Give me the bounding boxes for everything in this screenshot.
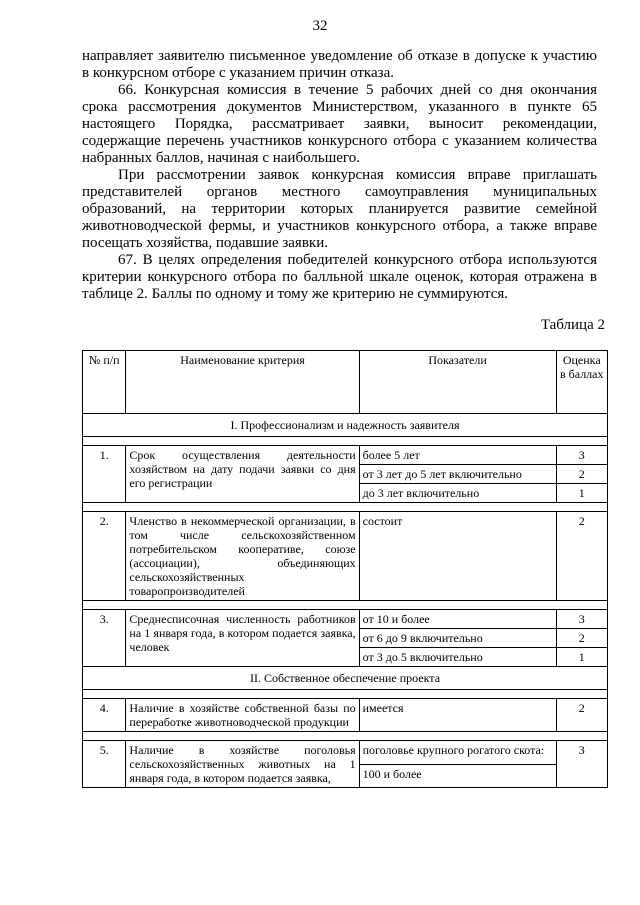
row-num: 2.: [83, 512, 126, 601]
section-title: II. Собственное обеспечение проекта: [83, 667, 608, 690]
row-num: 4.: [83, 699, 126, 732]
row-num: 3.: [83, 610, 126, 667]
score: 2: [556, 465, 608, 484]
score: 2: [556, 699, 608, 732]
criterion-name: Наличие в хозяйстве собственной базы по переработке животноводческой продукции: [126, 699, 359, 732]
indicator: поголовье крупного рогатого скота:: [359, 741, 556, 765]
row-gap: [83, 437, 608, 446]
paragraph: направляет заявителю письменное уведомление об отказе в допуске к участию в конкурсном отборе с указанием причин отказа.: [82, 48, 597, 81]
criterion-name: Членство в некоммерческой организации, в том числе сельскохозяйственном потребительском кооперативе, союзе (ассоциации), объединяющих сельскохозяйственных товаропроизводителей: [126, 512, 359, 601]
indicator: от 6 до 9 включительно: [359, 629, 556, 648]
section-row: [83, 414, 608, 437]
criterion-name: Наличие в хозяйстве поголовья сельскохозяйственных животных на 1 января года, в котором подается заявка,: [126, 741, 359, 788]
body-text: [82, 48, 597, 303]
header-indicators: Показатели: [359, 351, 556, 414]
paragraph: 66. Конкурсная комиссия в течение 5 рабочих дней со дня окончания срока рассмотрения документов Министерством, указанного в пункте 65 настоящего Порядка, рассматривает заявки, выносит рекомендации, содержащие перечень участников конкурсного отбора с указанием количества набранных баллов, начиная с наибольшего.: [82, 82, 597, 166]
indicator: от 10 и более: [359, 610, 556, 629]
indicator: имеется: [359, 699, 556, 732]
table-row: [83, 699, 608, 732]
table-caption: Таблица 2: [540, 317, 605, 333]
criterion-name: Среднесписочная численность работников на 1 января года, в котором подается заявка, человек: [126, 610, 359, 667]
section-row: [83, 667, 608, 690]
indicator: более 5 лет: [359, 446, 556, 465]
criteria-table: [82, 350, 608, 788]
score: 3: [556, 446, 608, 465]
score: 2: [556, 629, 608, 648]
paragraph: 67. В целях определения победителей конкурсного отбора используются критерии конкурсного отбора по балльной шкале оценок, которая отражена в таблице 2. Баллы по одному и тому же критерию не суммируются.: [82, 252, 597, 302]
table-row: [83, 446, 608, 465]
score: 3: [556, 610, 608, 629]
row-gap: [83, 690, 608, 699]
indicator: состоит: [359, 512, 556, 601]
row-gap: [83, 601, 608, 610]
header-num: № п/п: [83, 351, 126, 414]
indicator: от 3 до 5 включительно: [359, 648, 556, 667]
row-num: 1.: [83, 446, 126, 503]
table-row: [83, 512, 608, 601]
header-score: Оценка в баллах: [556, 351, 608, 414]
score: 2: [556, 512, 608, 601]
score: 1: [556, 484, 608, 503]
score: 1: [556, 648, 608, 667]
paragraph: При рассмотрении заявок конкурсная комиссия вправе приглашать представителей органов местного самоуправления муниципальных образований, на территории которых планируется развитие семейной животноводческой фермы, и участников конкурсного отбора, а также вправе посещать хозяйства, подавшие заявки.: [82, 167, 597, 251]
row-num: 5.: [83, 741, 126, 788]
score: 3: [556, 741, 608, 788]
indicator: от 3 лет до 5 лет включительно: [359, 465, 556, 484]
row-gap: [83, 732, 608, 741]
header-name: Наименование критерия: [126, 351, 359, 414]
table-header-row: [83, 351, 608, 414]
criterion-name: Срок осуществления деятельности хозяйством на дату подачи заявки со дня его регистрации: [126, 446, 359, 503]
table-row: [83, 610, 608, 629]
row-gap: [83, 503, 608, 512]
indicator: до 3 лет включительно: [359, 484, 556, 503]
table-row: [83, 741, 608, 765]
section-title: I. Профессионализм и надежность заявителя: [83, 414, 608, 437]
page-number: 32: [312, 18, 328, 34]
indicator: 100 и более: [359, 764, 556, 788]
